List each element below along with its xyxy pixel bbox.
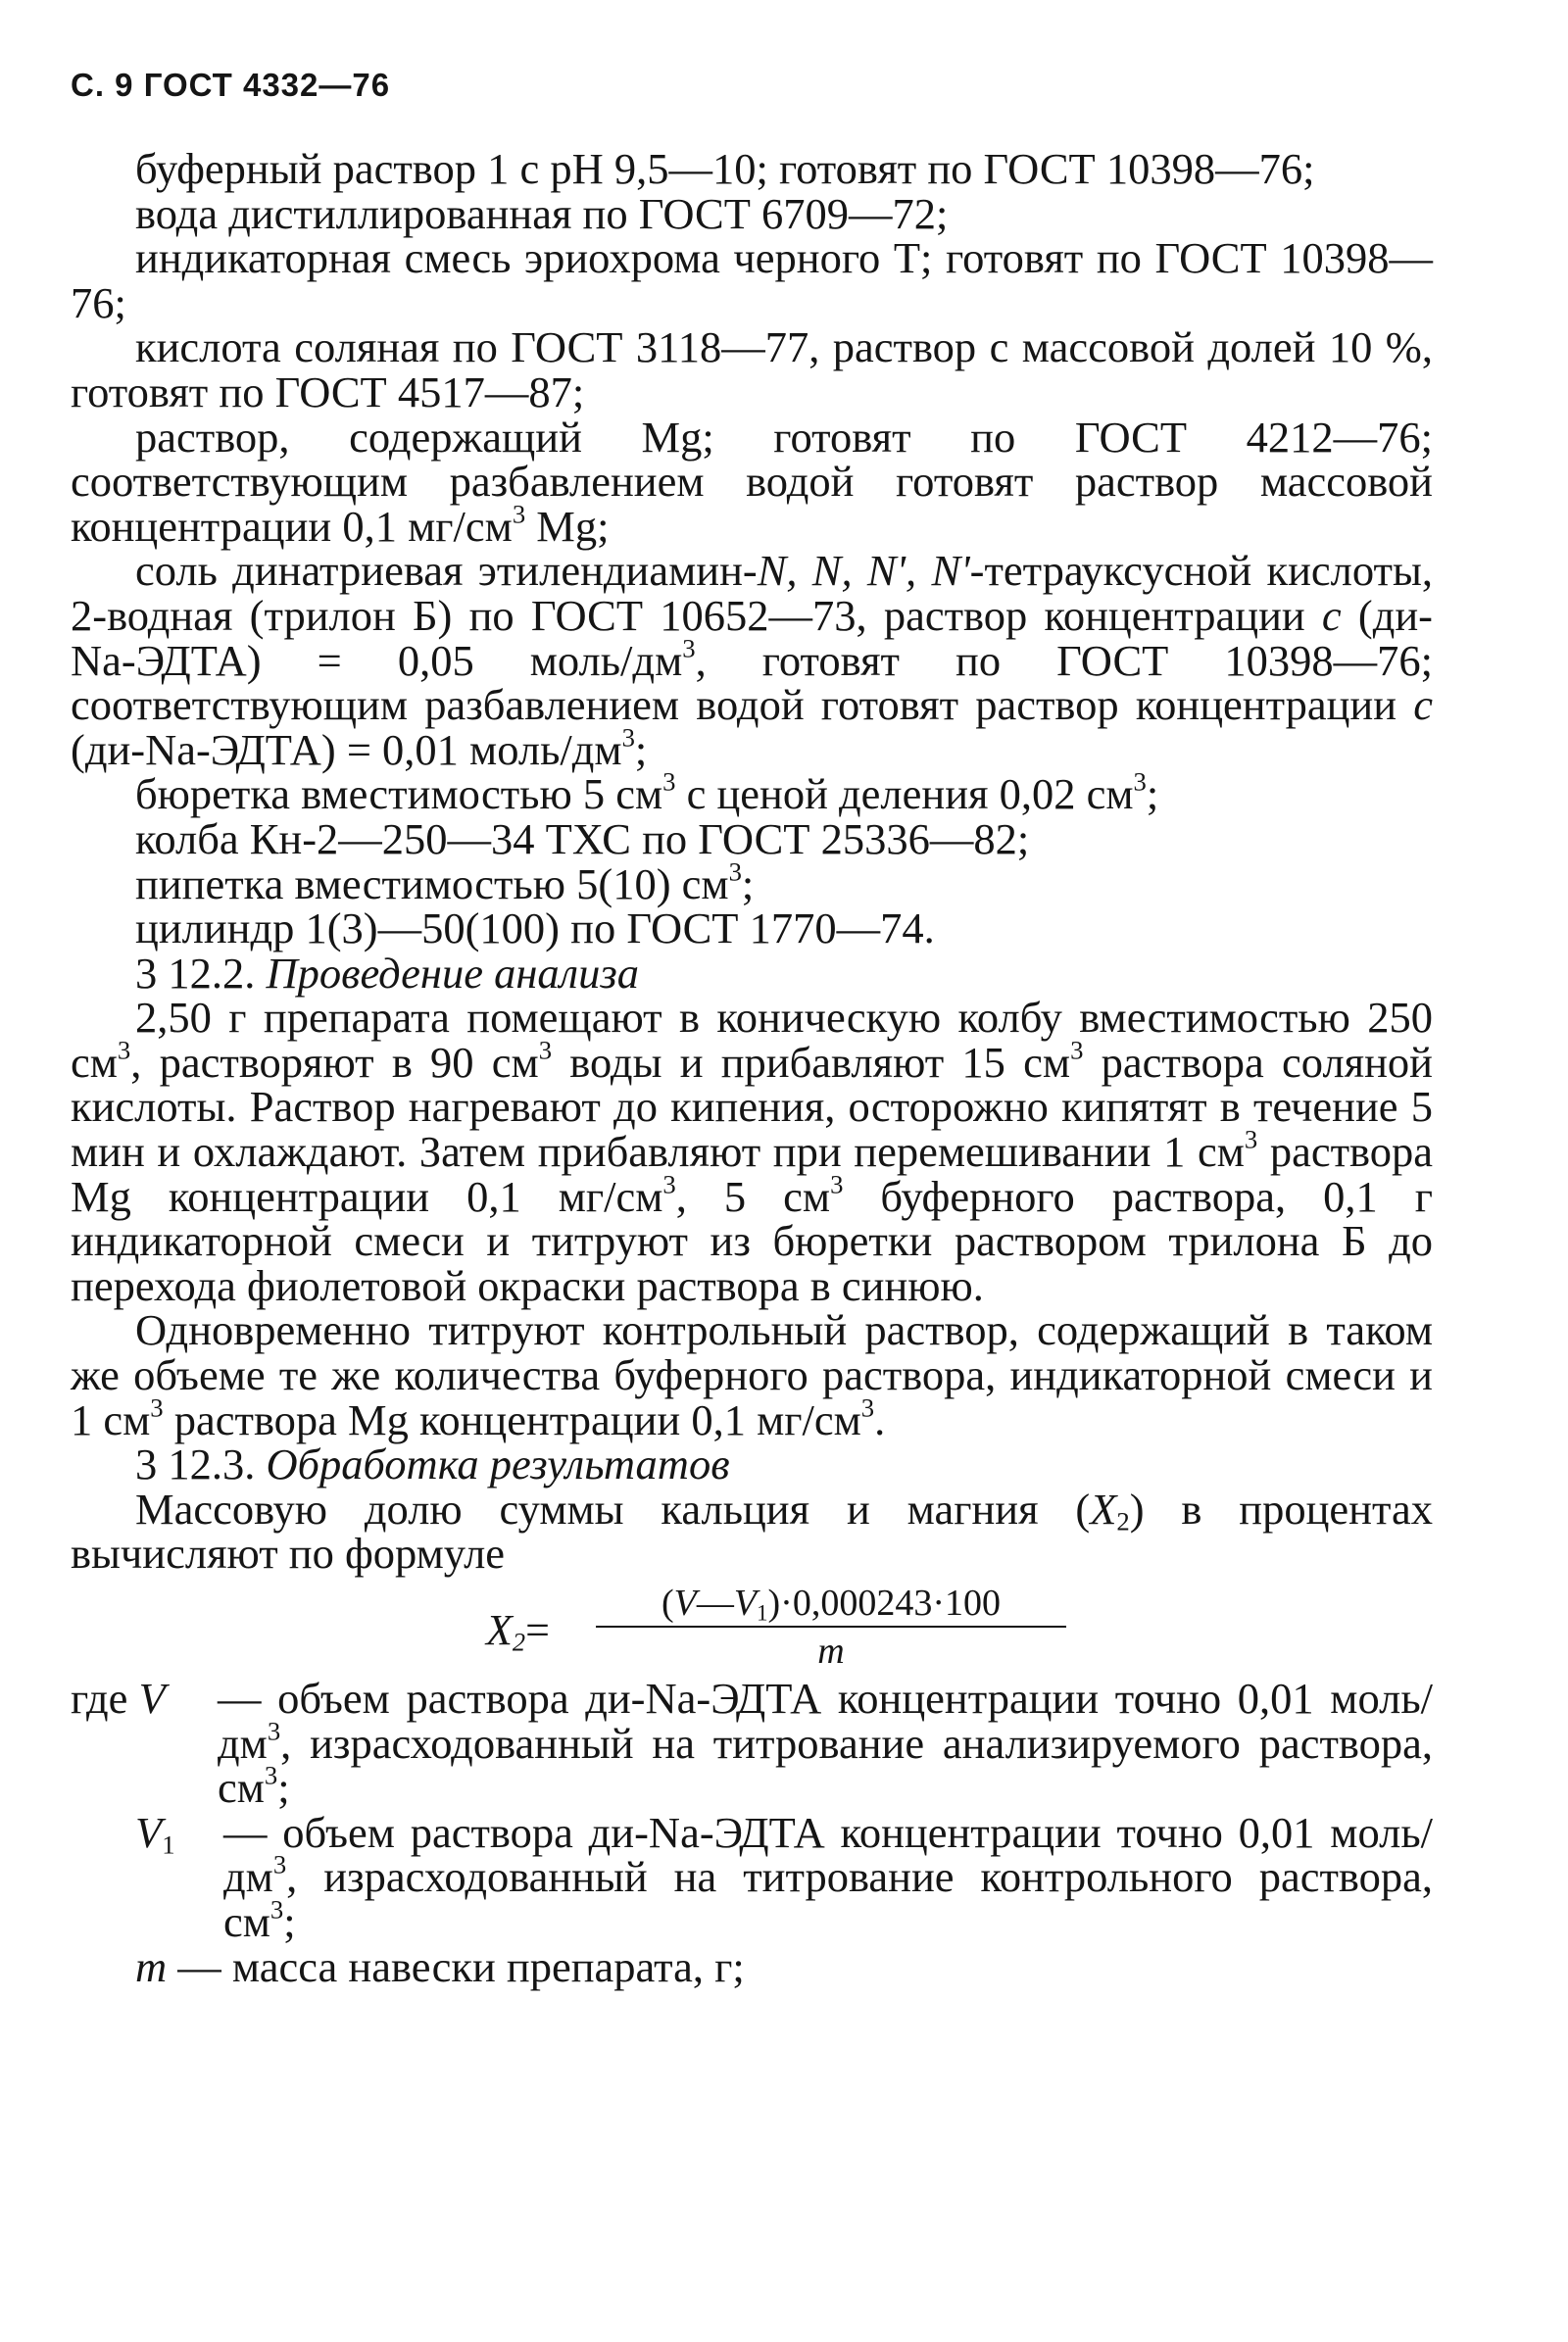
superscript: 3 [1133, 766, 1147, 797]
control-text: Одновременно титруют контрольный раствор, содержащий в таком же объеме те же количества буферного раствора, индикаторной смеси и 1 см [71, 1305, 1433, 1444]
definition-m [135, 1941, 1433, 1991]
superscript: 3 [860, 1391, 875, 1422]
results-text-2: ) в процентах вычисляют по формуле [71, 1484, 1433, 1579]
results-paragraph [71, 1484, 1433, 1579]
control-text-3: . [874, 1394, 886, 1444]
analysis-paragraph-1 [71, 993, 1433, 1310]
superscript: 3 [267, 1715, 281, 1745]
analysis-text: 2,50 г препарата помещают в коническую колбу вместимостью 250 см [71, 993, 1433, 1087]
reagent-mg-text-end: Mg; [525, 501, 610, 551]
reagent-trilon-text-4: , готовят по ГОСТ 10398—76; соответствующим разбавлением водой готовят раствор концентрации [71, 635, 1433, 730]
reagent-hcl [71, 322, 1433, 416]
superscript: 3 [1070, 1035, 1084, 1065]
analysis-text-2: , растворяют в 90 см [130, 1037, 539, 1087]
variable-v1: V [733, 1583, 758, 1624]
superscript: 3 [621, 722, 635, 753]
definition-text-3: ; [277, 1763, 290, 1813]
reagent-indicator-text: индикаторная смесь эриохрома черного Т; готовят по ГОСТ 10398—76; [71, 233, 1433, 327]
reagent-hcl-text: кислота соляная по ГОСТ 3118—77, раствор с массовой долей 10 %, готовят по ГОСТ 4517—87; [71, 322, 1433, 416]
superscript: 3 [512, 499, 526, 529]
reagent-trilon-text-6: ; [634, 724, 648, 774]
equipment-cylinder [71, 903, 1433, 953]
superscript: 3 [272, 1849, 287, 1879]
analysis-text-6: , 5 см [675, 1171, 831, 1221]
where-word: где [71, 1674, 139, 1723]
reagent-mg-text: раствор, содержащий Mg; готовят по ГОСТ 4212—76; соответствующим разбавлением водой готовят раствор массовой концентрации 0,1 мг/см [71, 412, 1433, 551]
section-number: 3 12.2. [135, 948, 267, 998]
subscript: 2 [1116, 1506, 1130, 1537]
definition-v1 [135, 1807, 1433, 1946]
formula [71, 1583, 1433, 1677]
results-text: Массовую долю суммы кальция и магния ( [135, 1484, 1091, 1534]
conc-symbol: c [1321, 590, 1342, 640]
definition-text-1: — объем раствора ди-Na-ЭДТА концентрации точно 0,01 моль/дм [218, 1674, 1433, 1768]
control-text-2: раствора Mg концентрации 0,1 мг/см [163, 1394, 861, 1444]
superscript: 3 [728, 855, 742, 886]
formula-variable: X [486, 1606, 513, 1654]
analysis-paragraph-2 [71, 1305, 1433, 1444]
superscript: 3 [682, 632, 696, 662]
section-title: Проведение анализа [266, 948, 639, 998]
definition-text [71, 1674, 1433, 1813]
equipment-burette-text: бюретка вместимостью 5 см [135, 769, 663, 819]
paren: ( [662, 1583, 674, 1624]
superscript: 3 [830, 1168, 844, 1198]
formula-numerator [596, 1583, 1066, 1624]
minus: — [696, 1583, 734, 1624]
superscript: 3 [150, 1391, 164, 1422]
variable-v: V [138, 1674, 166, 1723]
equipment-burette [71, 766, 1433, 819]
equipment-pipette [71, 855, 1433, 908]
variable-v1: V [135, 1807, 163, 1857]
reagent-buffer [71, 144, 1433, 193]
reagent-buffer-text: буферный раствор 1 с pH 9,5—10; готовят по ГОСТ 10398—76; [135, 144, 1315, 193]
section-heading-results [71, 1439, 1433, 1489]
definition-text [135, 1807, 1433, 1946]
analysis-text-4: раствора соляной кислоты. Раствор нагревают до кипения, осторожно кипятят в течение 5 мин и охлаждают. Затем прибавляют при перемешивании 1 см [71, 1037, 1433, 1177]
equipment-flask-text: колба Кн-2—250—34 ТХС по ГОСТ 25336—82; [135, 813, 1030, 863]
superscript: 3 [264, 1760, 278, 1790]
section-heading-analysis [71, 948, 1433, 998]
definition-text-1: — объем раствора ди-Na-ЭДТА концентрации точно 0,01 моль/дм [223, 1807, 1433, 1902]
variable-x: X [1090, 1484, 1117, 1534]
definition-text [135, 1941, 1433, 1991]
equipment-pipette-text-2: ; [741, 858, 755, 908]
equipment-burette-text-2: с ценой деления 0,02 см [675, 769, 1134, 819]
formula-denominator: m [817, 1631, 845, 1672]
analysis-text-7: буферного раствора, 0,1 г индикаторной смеси и титруют из бюретки раствором трилона Б до перехода фиолетовой окраски раствора в синюю. [71, 1171, 1433, 1310]
definition-text-3: ; [283, 1896, 296, 1946]
reagent-trilon-italic: N, N, N', N' [757, 546, 970, 596]
reagent-trilon-text: соль динатриевая этилендиамин- [135, 546, 758, 596]
definition-text-1: — масса навески препарата, г; [167, 1941, 745, 1991]
reagent-water-text: вода дистиллированная по ГОСТ 6709—72; [135, 188, 949, 238]
fraction-bar [596, 1626, 1066, 1628]
conc-symbol: c [1413, 680, 1433, 730]
formula-fraction [596, 1583, 1066, 1671]
equals-sign: = [525, 1606, 550, 1654]
definition-term [71, 1674, 166, 1723]
equipment-flask [71, 813, 1433, 863]
equipment-cylinder-text: цилиндр 1(3)—50(100) по ГОСТ 1770—74. [135, 903, 935, 953]
equipment-pipette-text: пипетка вместимостью 5(10) см [135, 858, 729, 908]
document-body [71, 144, 1434, 1991]
subscript: 1 [162, 1830, 175, 1860]
page-header: С. 9 ГОСТ 4332—76 [71, 67, 391, 103]
section-number: 3 12.3. [135, 1439, 267, 1489]
reagent-trilon-text-5: (ди-Na-ЭДТА) = 0,01 моль/дм [71, 724, 622, 774]
variable-v: V [673, 1583, 697, 1624]
section-title: Обработка результатов [266, 1439, 730, 1489]
superscript: 3 [538, 1035, 553, 1065]
definition-text-2: , израсходованный на титрование анализируемого раствора, см [218, 1718, 1433, 1813]
reagent-water [71, 188, 1433, 238]
superscript: 3 [117, 1035, 131, 1065]
formula-numerator-rest: )·0,000243·100 [767, 1583, 1001, 1624]
analysis-text-5: раствора Mg концентрации 0,1 мг/см [71, 1127, 1433, 1221]
definition-term [135, 1807, 175, 1860]
subscript: 2 [512, 1627, 526, 1657]
definition-text-2: , израсходованный на титрование контрольного раствора, см [223, 1852, 1433, 1946]
superscript: 3 [662, 766, 676, 797]
subscript: 1 [757, 1600, 768, 1626]
superscript: 3 [662, 1168, 676, 1198]
variable-m: m [135, 1941, 168, 1991]
reagent-trilon-text-3: (ди-Na-ЭДТА) = 0,05 моль/дм [71, 590, 1433, 685]
reagent-trilon-text-2: -тетрауксусной кислоты, 2-водная (трилон Б) по ГОСТ 10652—73, раствор концентрации [71, 546, 1434, 640]
reagent-mg-solution [71, 412, 1433, 551]
superscript: 3 [1244, 1124, 1258, 1154]
definition-v [71, 1674, 1433, 1813]
equipment-burette-text-3: ; [1146, 769, 1159, 819]
definitions [71, 1674, 1433, 1991]
superscript: 3 [270, 1894, 284, 1925]
reagent-trilon [71, 546, 1434, 774]
reagent-indicator [71, 233, 1433, 327]
analysis-text-3: воды и прибавляют 15 см [552, 1037, 1071, 1087]
formula-lhs [486, 1606, 550, 1657]
